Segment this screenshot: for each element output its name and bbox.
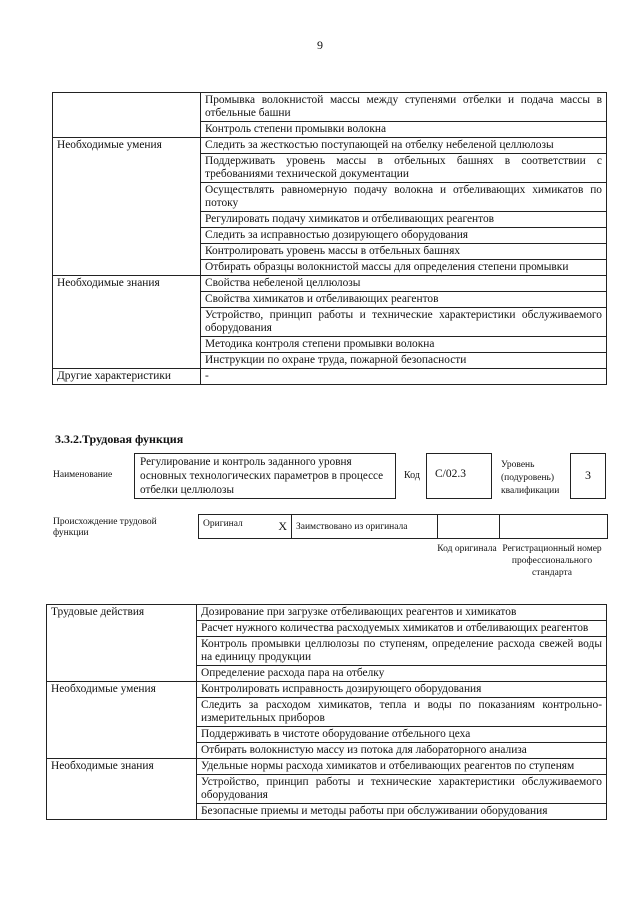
original-label: Оригинал [203, 519, 243, 529]
table-row [53, 369, 607, 385]
row-label: Трудовые действия [47, 605, 197, 682]
level-box: 3 [570, 453, 606, 499]
row-item: Удельные нормы расхода химикатов и отбеливающих реагентов по ступеням [197, 759, 607, 775]
borrowed-cell: Заимствовано из оригинала [292, 515, 438, 539]
row-item: Отбирать волокнистую массу из потока для лабораторного анализа [197, 743, 607, 759]
table-row [53, 138, 607, 154]
original-cell [199, 515, 292, 539]
reg-number-cell [500, 515, 608, 539]
row-label: Необходимые знания [53, 276, 201, 369]
row-item: Отбирать образцы волокнистой массы для определения степени промывки [201, 260, 607, 276]
code-label: Код [404, 470, 420, 481]
function-name-box: Регулирование и контроль заданного уровня основных технологических параметров в процессе отбелки целлюлозы [134, 453, 396, 499]
row-label: Необходимые умения [47, 682, 197, 759]
table-row [47, 759, 607, 775]
table-row [47, 605, 607, 621]
row-item: Определение расхода пара на отбелку [197, 666, 607, 682]
row-item: Поддерживать уровень массы в отбельных башнях в соответствии с требованиями технической документации [201, 154, 607, 183]
row-item: Дозирование при загрузке отбеливающих реагентов и химикатов [197, 605, 607, 621]
row-item: Промывка волокнистой массы между ступенями отбелки и подача массы в отбельные башни [201, 93, 607, 122]
competency-table-bottom [46, 604, 607, 820]
original-mark: X [278, 519, 287, 533]
row-item: - [201, 369, 607, 385]
table-row [47, 682, 607, 698]
table-row [53, 276, 607, 292]
reg-number-caption: Регистрационный номер профессионального стандарта [502, 544, 602, 578]
row-item: Свойства небеленой целлюлозы [201, 276, 607, 292]
row-label: Другие характеристики [53, 369, 201, 385]
row-item: Свойства химикатов и отбеливающих реагентов [201, 292, 607, 308]
row-label: Необходимые умения [53, 138, 201, 276]
row-item: Устройство, принцип работы и технические характеристики обслуживаемого оборудования [201, 308, 607, 337]
row-item: Безопасные приемы и методы работы при обслуживании оборудования [197, 804, 607, 820]
row-item: Расчет нужного количества расходуемых химикатов и отбеливающих реагентов [197, 621, 607, 637]
origin-label: Происхождение трудовой функции [53, 517, 157, 538]
row-item: Следить за расходом химикатов, тепла и воды по показаниям контрольно-измерительных приборов [197, 698, 607, 727]
row-label [53, 93, 201, 138]
row-item: Поддерживать в чистоте оборудование отбельного цеха [197, 727, 607, 743]
row-item: Осуществлять равномерную подачу волокна и отбеливающих химикатов по потоку [201, 183, 607, 212]
row-item: Регулировать подачу химикатов и отбеливающих реагентов [201, 212, 607, 228]
row-item: Контроль степени промывки волокна [201, 122, 607, 138]
row-item: Контролировать уровень массы в отбельных башнях [201, 244, 607, 260]
competency-table-top [52, 92, 607, 385]
row-item: Методика контроля степени промывки волокна [201, 337, 607, 353]
row-item: Устройство, принцип работы и технические характеристики обслуживаемого оборудования [197, 775, 607, 804]
origin-table [198, 514, 608, 539]
row-item: Контроль промывки целлюлозы по ступеням, определение расхода свежей воды на единицу продукции [197, 637, 607, 666]
row-item: Следить за исправностью дозирующего оборудования [201, 228, 607, 244]
row-item: Инструкции по охране труда, пожарной безопасности [201, 353, 607, 369]
row-item: Контролировать исправность дозирующего оборудования [197, 682, 607, 698]
original-code-cell [438, 515, 500, 539]
table-row [53, 93, 607, 122]
code-box: С/02.3 [426, 453, 492, 499]
level-label: Уровень (подуровень) квалификации [501, 460, 560, 496]
section-title: 3.3.2.Трудовая функция [55, 432, 184, 446]
name-label: Наименование [53, 470, 113, 480]
code-original-caption: Код оригинала [437, 544, 497, 554]
row-label: Необходимые знания [47, 759, 197, 820]
row-item: Следить за жесткостью поступающей на отбелку небеленой целлюлозы [201, 138, 607, 154]
page-number: 9 [317, 38, 323, 52]
